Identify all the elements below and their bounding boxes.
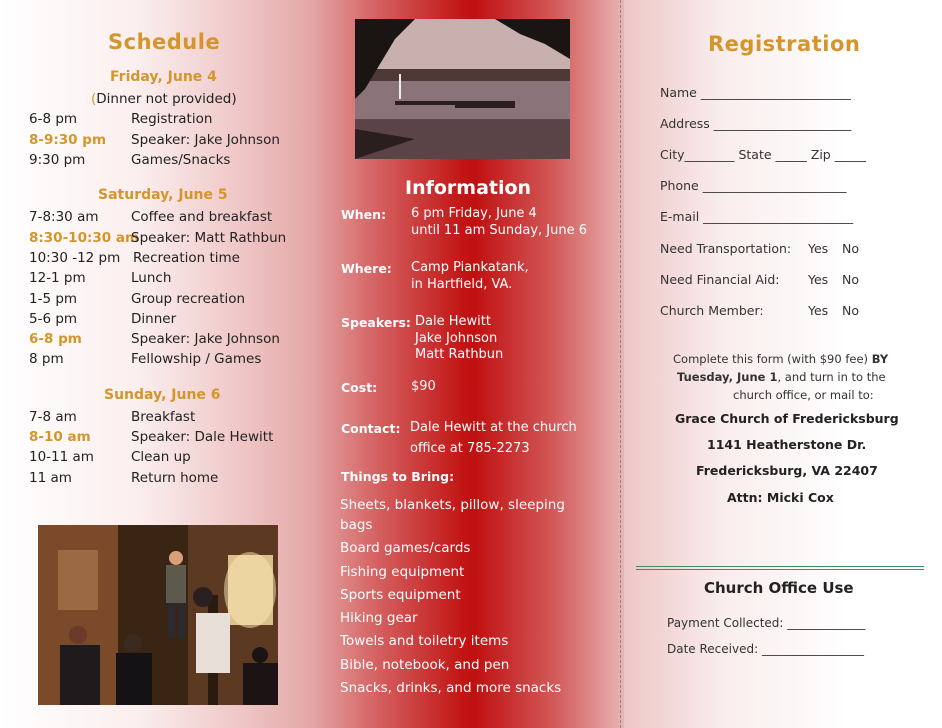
transportation-no[interactable]: No <box>842 241 859 256</box>
where-line-2: in Hartfield, VA. <box>411 277 513 292</box>
when-label: When: <box>341 207 387 222</box>
friday-heading: Friday, June 4 <box>110 69 217 85</box>
date-received-field[interactable]: Date Received: _________________ <box>667 642 864 656</box>
sunday-heading: Sunday, June 6 <box>104 387 221 403</box>
contact-label: Contact: <box>341 421 401 436</box>
phone-field[interactable]: Phone _______________________ <box>660 178 847 193</box>
bring-item: Fishing equipment <box>340 564 465 580</box>
financial-aid-yes[interactable]: Yes <box>808 272 829 287</box>
city-state-zip-field[interactable]: City________ State _____ Zip _____ <box>660 147 866 162</box>
saturday-heading: Saturday, June 5 <box>98 187 228 203</box>
bring-item: Sports equipment <box>340 587 461 603</box>
name-field[interactable]: Name ________________________ <box>660 85 851 100</box>
speakers-label: Speakers: <box>341 315 411 330</box>
when-line-1: 6 pm Friday, June 4 <box>411 206 537 221</box>
contact-line-2: office at 785-2273 <box>410 441 530 456</box>
where-line-1: Camp Piankatank, <box>411 260 529 275</box>
separator-line <box>636 566 924 567</box>
mail-address-line: Attn: Micki Cox <box>727 490 834 505</box>
speaker-name: Matt Rathbun <box>415 347 504 362</box>
church-member-label: Church Member: <box>660 303 764 318</box>
friday-note: (Dinner not provided) <box>91 91 237 107</box>
separator-line <box>636 569 924 570</box>
where-label: Where: <box>341 261 392 276</box>
bring-item: Hiking gear <box>340 610 418 626</box>
schedule-title: Schedule <box>108 30 221 54</box>
transportation-label: Need Transportation: <box>660 241 792 256</box>
email-field[interactable]: E-mail ________________________ <box>660 209 854 224</box>
bring-item: Board games/cards <box>340 540 471 556</box>
speaker-name: Jake Johnson <box>415 331 498 346</box>
speaker-name: Dale Hewitt <box>415 314 491 329</box>
cost-label: Cost: <box>341 380 378 395</box>
church-member-no[interactable]: No <box>842 303 859 318</box>
when-line-2: until 11 am Sunday, June 6 <box>411 223 587 238</box>
bring-item: bags <box>340 517 373 533</box>
cost-value: $90 <box>411 379 436 394</box>
financial-aid-no[interactable]: No <box>842 272 859 287</box>
bring-label: Things to Bring: <box>341 469 455 484</box>
bring-item: Sheets, blankets, pillow, sleeping <box>340 497 565 513</box>
bring-item: Snacks, drinks, and more snacks <box>340 680 562 696</box>
church-member-yes[interactable]: Yes <box>808 303 829 318</box>
mail-address-line: 1141 Heatherstone Dr. <box>707 437 867 452</box>
information-title: Information <box>405 177 532 199</box>
mail-address-line: Fredericksburg, VA 22407 <box>696 463 878 478</box>
bring-item: Towels and toiletry items <box>340 633 509 649</box>
instructions-line-3: church office, or mail to: <box>733 388 874 402</box>
instructions-line-2: Tuesday, June 1, and turn in to the <box>677 370 886 384</box>
contact-line-1: Dale Hewitt at the church <box>410 420 577 435</box>
payment-collected-field[interactable]: Payment Collected: _____________ <box>667 616 866 630</box>
financial-aid-label: Need Financial Aid: <box>660 272 780 287</box>
transportation-yes[interactable]: Yes <box>808 241 829 256</box>
address-field[interactable]: Address ______________________ <box>660 116 852 131</box>
instructions-line-1: Complete this form (with $90 fee) BY <box>673 352 889 366</box>
bring-item: Bible, notebook, and pen <box>340 657 510 673</box>
mail-address-line: Grace Church of Fredericksburg <box>675 411 899 426</box>
fold-line <box>620 0 621 728</box>
office-use-title: Church Office Use <box>704 579 854 597</box>
registration-title: Registration <box>708 32 861 56</box>
group-photo <box>38 525 278 705</box>
lake-photo <box>355 19 570 159</box>
